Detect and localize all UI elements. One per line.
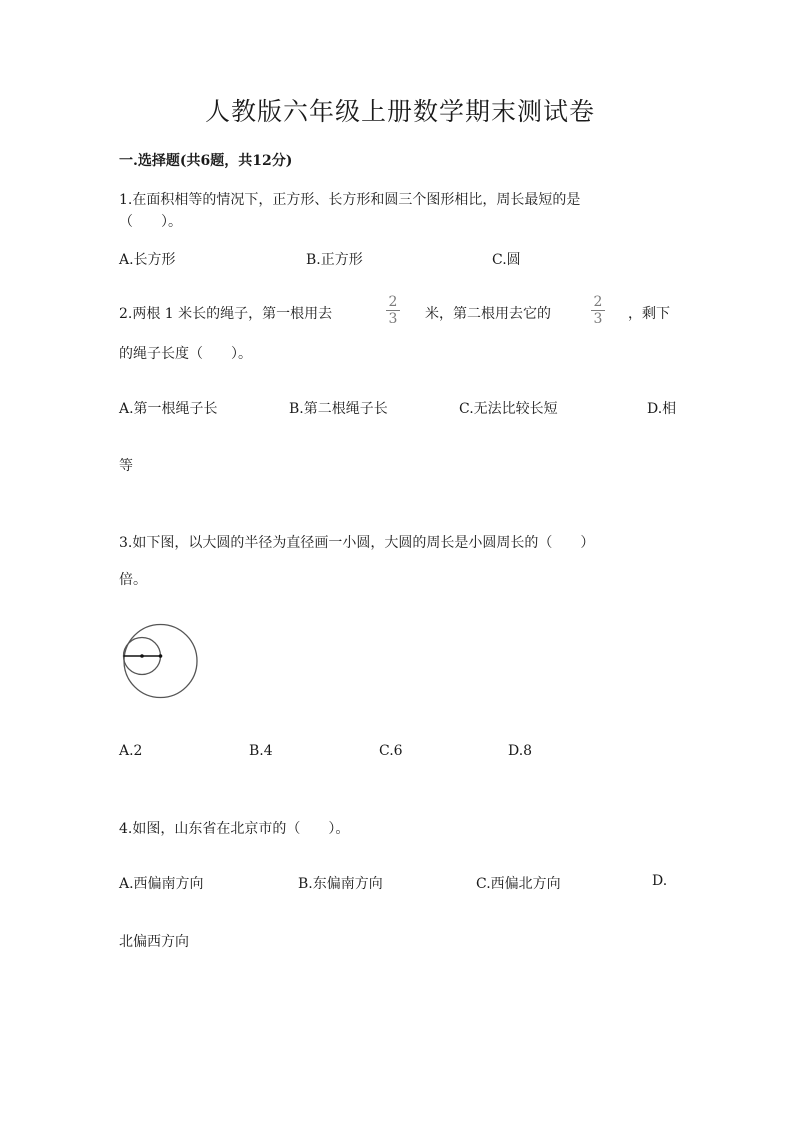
large-circle xyxy=(124,625,197,698)
circles-figure xyxy=(120,621,202,701)
question-4-text: 4.如图，山东省在北京市的（ ）。 xyxy=(119,821,350,837)
question-2-text-part2: 米，第二根用去它的 xyxy=(425,306,551,322)
question-4-option-a: A.西偏南方向 xyxy=(119,876,204,892)
large-circle-center xyxy=(159,654,163,658)
fraction-two-thirds-2 xyxy=(590,295,606,326)
question-2-option-a: A.第一根绳子长 xyxy=(119,401,218,417)
question-4-option-d-wrap: 北偏西方向 xyxy=(119,934,189,950)
question-1-option-c: C.圆 xyxy=(492,252,521,268)
question-1-text-cont: （ ）。 xyxy=(119,214,182,230)
question-4-option-b: B.东偏南方向 xyxy=(298,876,383,892)
question-2-option-d: D.相 xyxy=(647,401,677,417)
fraction-two-thirds-1 xyxy=(385,295,401,326)
page-title: 人教版六年级上册数学期末测试卷 xyxy=(204,97,595,126)
fraction-numerator: 2 xyxy=(388,294,398,310)
question-1-option-a: A.长方形 xyxy=(119,252,176,268)
question-4-option-d: D. xyxy=(652,873,668,889)
question-3-option-c: C.6 xyxy=(379,743,403,759)
fraction-denominator: 3 xyxy=(593,311,603,327)
question-2-text-part3: ，剩下 xyxy=(628,306,670,322)
question-2-text-cont: 的绳子长度（ ）。 xyxy=(119,346,252,362)
fraction-numerator: 2 xyxy=(593,294,603,310)
question-3-text-cont: 倍。 xyxy=(119,572,147,588)
question-3-option-b: B.4 xyxy=(249,743,273,759)
question-3-text: 3.如下图，以大圆的半径为直径画一小圆，大圆的周长是小圆周长的（ ） xyxy=(119,535,595,551)
question-2-option-b: B.第二根绳子长 xyxy=(289,401,388,417)
question-3-option-a: A.2 xyxy=(119,743,143,759)
question-1-option-b: B.正方形 xyxy=(306,252,363,268)
question-2-text-part1: 2.两根 1 米长的绳子，第一根用去 xyxy=(119,306,333,322)
question-4-option-c: C.西偏北方向 xyxy=(476,876,561,892)
section-heading: 一.选择题(共6题，共12分) xyxy=(119,153,293,169)
question-2-option-d-wrap: 等 xyxy=(119,458,133,474)
question-2-option-c: C.无法比较长短 xyxy=(459,401,558,417)
fraction-denominator: 3 xyxy=(388,311,398,327)
small-circle-center xyxy=(140,654,144,658)
question-3-option-d: D.8 xyxy=(508,743,533,759)
question-1-text: 1.在面积相等的情况下，正方形、长方形和圆三个图形相比，周长最短的是 xyxy=(119,192,581,208)
